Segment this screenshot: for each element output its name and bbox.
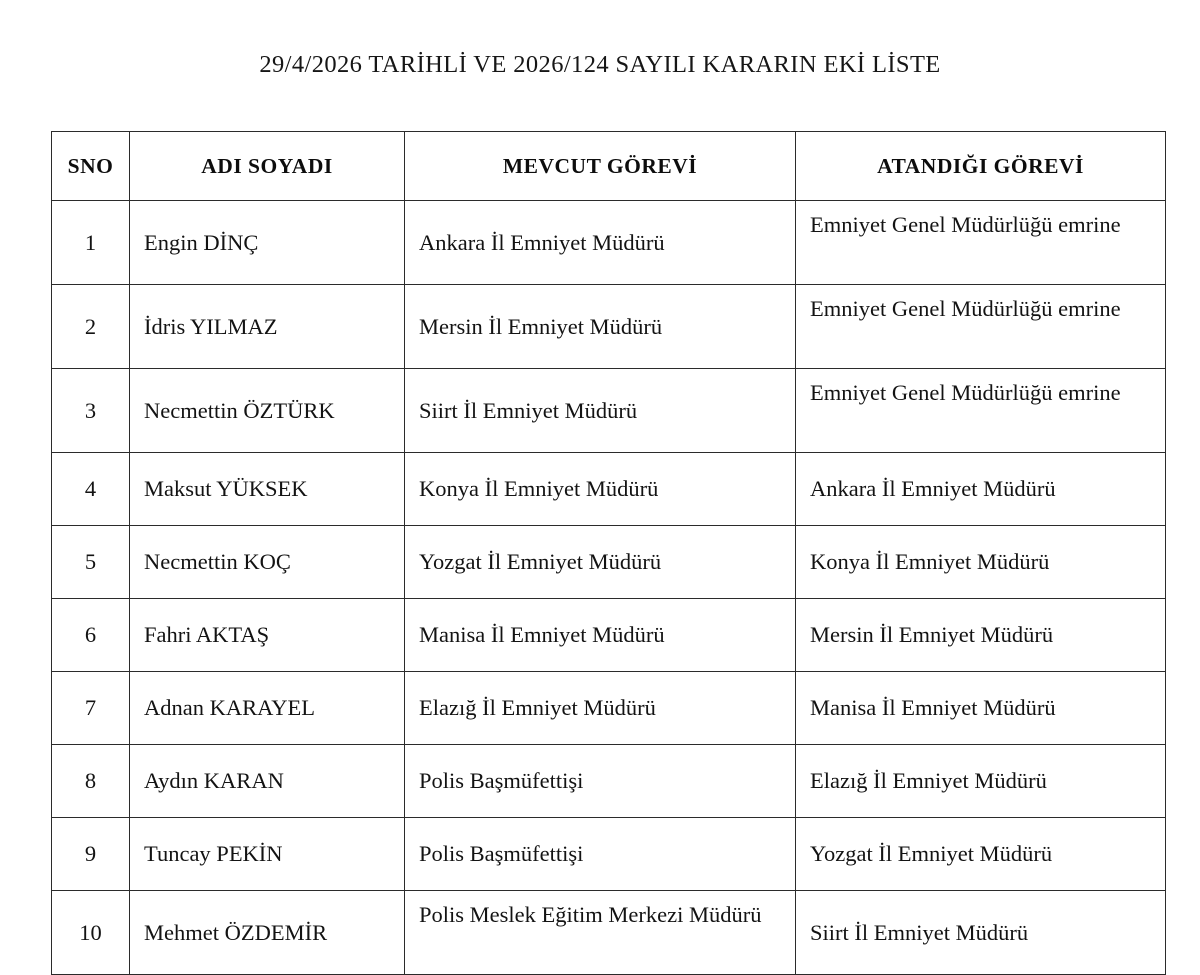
cell-name: Tuncay PEKİN [130,818,405,891]
table-row [52,745,1166,818]
cell-assigned-duty: Manisa İl Emniyet Müdürü [796,672,1166,745]
cell-name: Aydın KARAN [130,745,405,818]
table-row [52,453,1166,526]
cell-name: Engin DİNÇ [130,201,405,285]
table-row [52,672,1166,745]
table-row [52,285,1166,369]
appointments-table [51,131,1166,975]
cell-current-duty: Polis Başmüfettişi [405,745,796,818]
cell-sno: 6 [52,599,130,672]
header-row [52,132,1166,201]
cell-sno: 10 [52,891,130,975]
cell-current-duty: Yozgat İl Emniyet Müdürü [405,526,796,599]
cell-sno: 8 [52,745,130,818]
table-row [52,891,1166,975]
column-header-assigned-duty: ATANDIĞI GÖREVİ [796,132,1166,201]
column-header-sno: SNO [52,132,130,201]
cell-assigned-duty: Emniyet Genel Müdürlüğü emrine [796,285,1166,369]
cell-sno: 4 [52,453,130,526]
cell-sno: 9 [52,818,130,891]
table-header [52,132,1166,201]
cell-assigned-duty: Siirt İl Emniyet Müdürü [796,891,1166,975]
cell-sno: 5 [52,526,130,599]
cell-assigned-duty: Emniyet Genel Müdürlüğü emrine [796,201,1166,285]
cell-current-duty: Manisa İl Emniyet Müdürü [405,599,796,672]
cell-current-duty: Elazığ İl Emniyet Müdürü [405,672,796,745]
table-row [52,201,1166,285]
cell-assigned-duty: Yozgat İl Emniyet Müdürü [796,818,1166,891]
cell-sno: 7 [52,672,130,745]
document-title: 29/4/2026 TARİHLİ VE 2026/124 SAYILI KARARIN EKİ LİSTE [259,51,941,78]
cell-assigned-duty: Elazığ İl Emniyet Müdürü [796,745,1166,818]
cell-name: Adnan KARAYEL [130,672,405,745]
cell-name: Fahri AKTAŞ [130,599,405,672]
cell-assigned-duty: Emniyet Genel Müdürlüğü emrine [796,369,1166,453]
cell-current-duty: Ankara İl Emniyet Müdürü [405,201,796,285]
cell-name: Mehmet ÖZDEMİR [130,891,405,975]
column-header-current-duty: MEVCUT GÖREVİ [405,132,796,201]
table-row [52,599,1166,672]
table-row [52,369,1166,453]
table-row [52,818,1166,891]
cell-current-duty: Polis Meslek Eğitim Merkezi Müdürü [405,891,796,975]
cell-sno: 1 [52,201,130,285]
table-row [52,526,1166,599]
cell-name: Necmettin ÖZTÜRK [130,369,405,453]
cell-current-duty: Mersin İl Emniyet Müdürü [405,285,796,369]
cell-current-duty: Siirt İl Emniyet Müdürü [405,369,796,453]
cell-name: Maksut YÜKSEK [130,453,405,526]
table-body [52,201,1166,975]
cell-name: Necmettin KOÇ [130,526,405,599]
cell-current-duty: Konya İl Emniyet Müdürü [405,453,796,526]
column-header-name: ADI SOYADI [130,132,405,201]
cell-sno: 3 [52,369,130,453]
cell-assigned-duty: Mersin İl Emniyet Müdürü [796,599,1166,672]
cell-sno: 2 [52,285,130,369]
cell-current-duty: Polis Başmüfettişi [405,818,796,891]
cell-name: İdris YILMAZ [130,285,405,369]
cell-assigned-duty: Konya İl Emniyet Müdürü [796,526,1166,599]
cell-assigned-duty: Ankara İl Emniyet Müdürü [796,453,1166,526]
